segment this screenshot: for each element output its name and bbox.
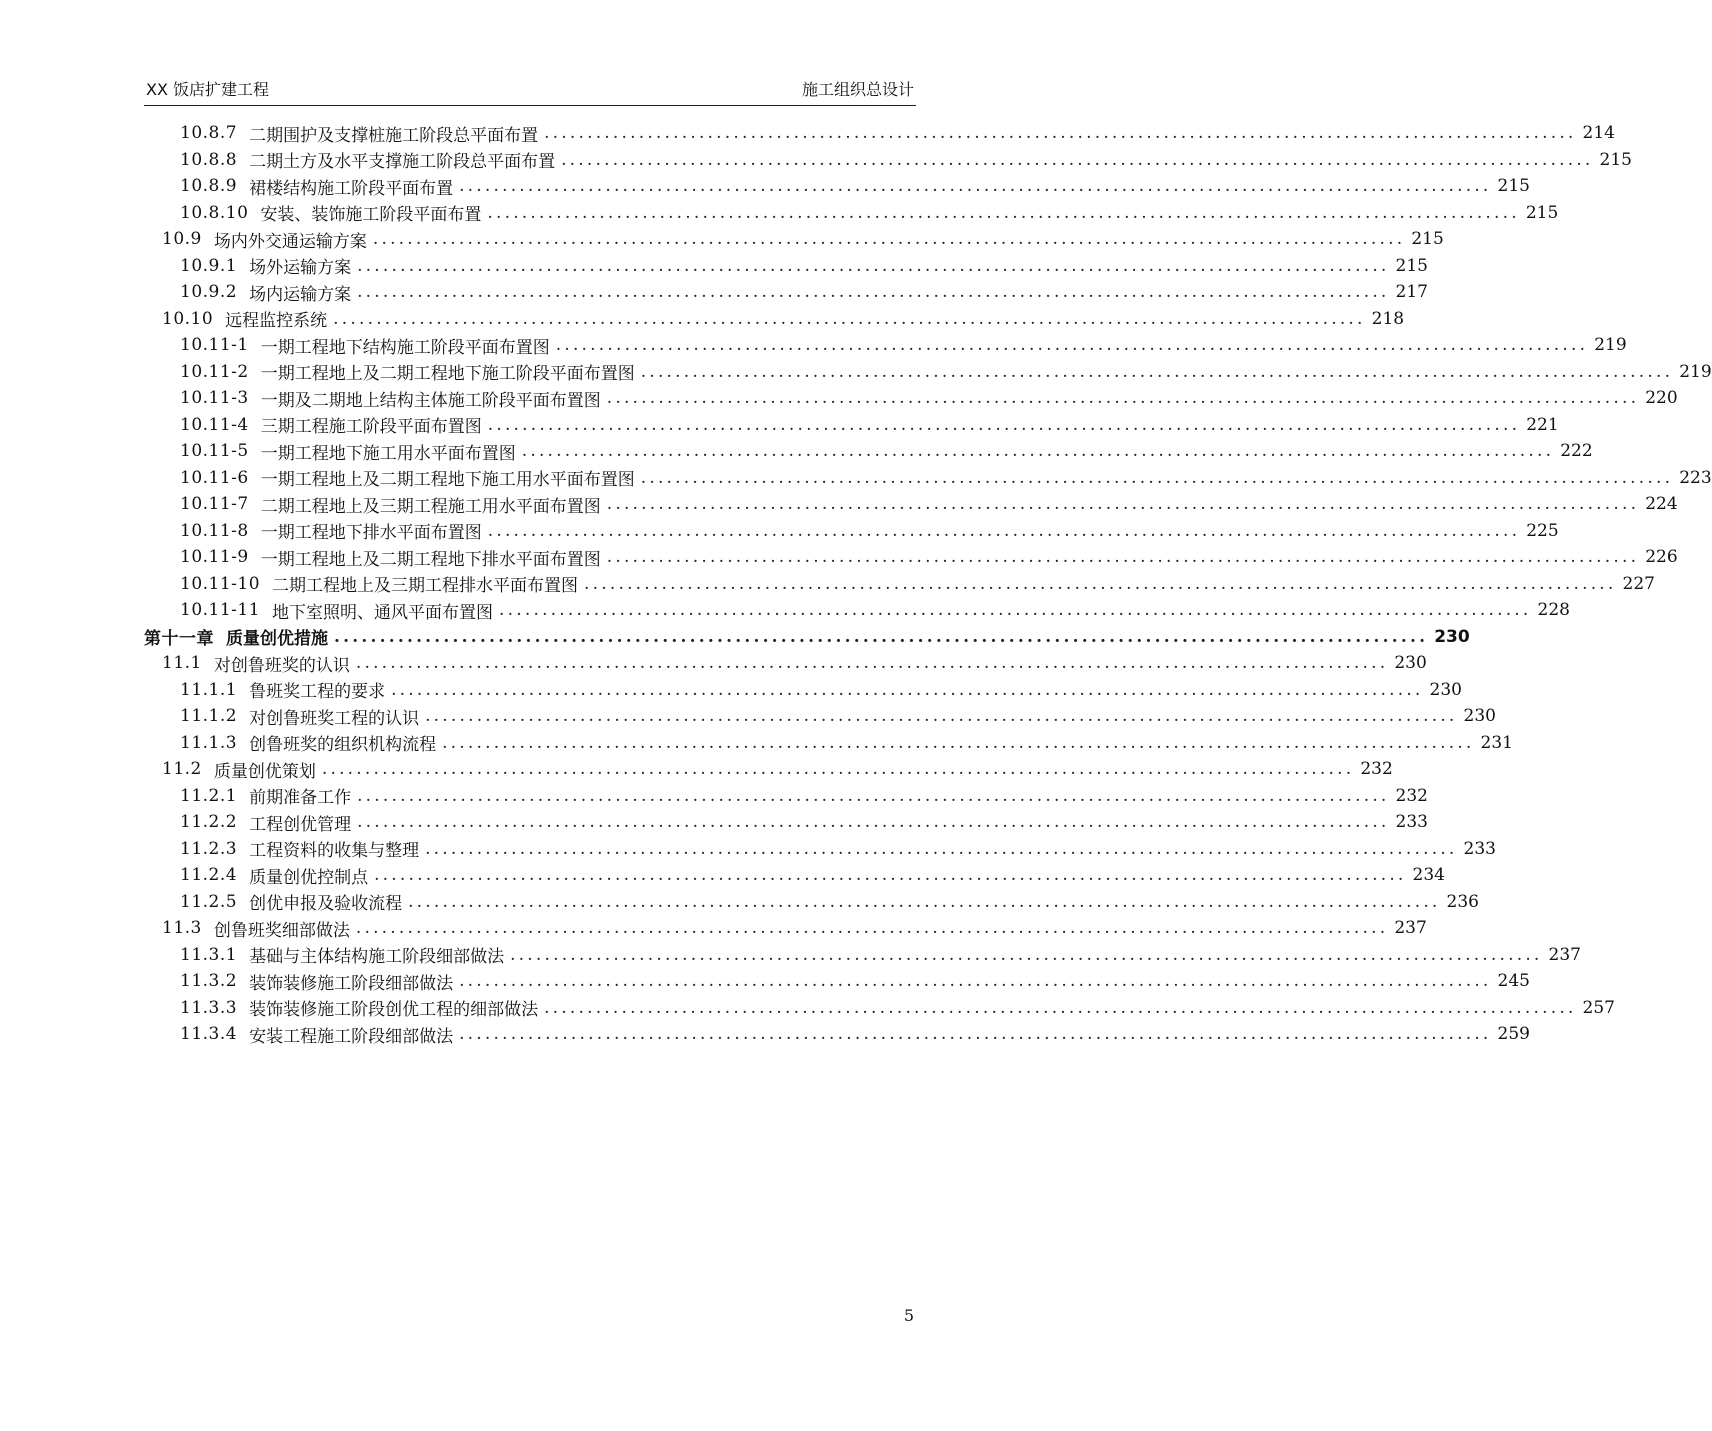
toc-dot-leader: ........................................................................................................................ [408, 891, 1441, 912]
toc-entry-page: 219 [1594, 335, 1627, 356]
toc-dot-leader: ........................................................................................................................ [442, 732, 1475, 753]
toc-entry-page: 237 [1548, 944, 1581, 965]
toc-entry-number: 10.11-11 [180, 600, 261, 621]
toc-entry-page: 215 [1395, 255, 1428, 276]
toc-entry[interactable] [144, 809, 1428, 836]
toc-dot-leader: ........................................................................................................................ [544, 997, 1577, 1018]
toc-entry-title: 一期及二期地上结构主体施工阶段平面布置图 [260, 390, 601, 411]
toc-entry-number: 10.9 [162, 229, 202, 250]
toc-entry-number: 11.3.3 [180, 997, 238, 1018]
toc-entry-title: 三期工程施工阶段平面布置图 [260, 417, 482, 438]
toc-entry-number: 11.1 [162, 653, 202, 674]
toc-entry-title: 装饰装修施工阶段创优工程的细部做法 [249, 1000, 539, 1021]
toc-entry-title: 二期工程地上及三期工程施工用水平面布置图 [260, 496, 601, 517]
toc-entry-number: 10.8.8 [180, 149, 238, 170]
toc-entry[interactable] [144, 942, 1581, 969]
toc-entry[interactable] [144, 226, 1444, 253]
toc-entry-page: 234 [1412, 865, 1445, 886]
toc-dot-leader: ........................................................................................................................ [357, 255, 1390, 276]
toc-entry-title: 一期工程地上及二期工程地下施工用水平面布置图 [260, 470, 635, 491]
toc-entry-title: 一期工程地下施工用水平面布置图 [260, 443, 516, 464]
toc-entry[interactable] [144, 279, 1428, 306]
toc-dot-leader: ........................................................................................................................ [355, 653, 1389, 674]
toc-entry-number: 11.1.2 [180, 706, 238, 727]
page-number: 5 [903, 1306, 914, 1325]
toc-entry-title: 安装工程施工阶段细部做法 [249, 1026, 454, 1047]
toc-entry-number: 10.11-9 [180, 547, 249, 568]
toc-entry-number: 10.9.1 [180, 255, 238, 276]
toc-entry[interactable] [144, 889, 1479, 916]
header-project-title: XX 饭店扩建工程 [146, 80, 270, 99]
toc-entry[interactable] [144, 703, 1496, 730]
toc-entry-title: 二期围护及支撑桩施工阶段总平面布置 [249, 125, 539, 146]
toc-entry[interactable] [144, 385, 1678, 412]
toc-entry-number: 11.2.4 [180, 865, 238, 886]
toc-entry-page: 215 [1497, 176, 1530, 197]
toc-dot-leader: ........................................................................................................................ [487, 202, 1520, 223]
toc-entry-title: 二期土方及水平支撑施工阶段总平面布置 [249, 152, 556, 173]
toc-entry-number: 10.8.9 [180, 176, 238, 197]
toc-entry[interactable] [144, 862, 1445, 889]
toc-entry[interactable] [144, 571, 1655, 598]
toc-entry-number: 11.2.1 [180, 785, 238, 806]
toc-entry-page: 230 [1463, 706, 1496, 727]
toc-entry-page: 227 [1622, 573, 1655, 594]
toc-entry[interactable] [144, 995, 1615, 1022]
toc-dot-leader: ........................................................................................................................ [640, 361, 1674, 382]
toc-entry[interactable] [144, 783, 1428, 810]
toc-entry-number: 10.11-6 [180, 467, 249, 488]
toc-entry-number: 11.1.3 [180, 732, 238, 753]
toc-dot-leader: ........................................................................................................................ [544, 123, 1577, 144]
toc-entry[interactable] [144, 173, 1530, 200]
toc-entry[interactable] [144, 730, 1513, 757]
toc-entry-page: 237 [1394, 918, 1427, 939]
toc-entry-title: 对创鲁班奖工程的认识 [249, 708, 420, 729]
toc-entry-page: 215 [1411, 229, 1444, 250]
toc-dot-leader: ........................................................................................................................ [334, 626, 1429, 647]
toc-dot-leader: ........................................................................................................................ [584, 573, 1617, 594]
toc-entry[interactable] [144, 253, 1428, 280]
toc-entry-page: 232 [1360, 759, 1393, 780]
toc-entry-title: 装饰装修施工阶段细部做法 [249, 973, 454, 994]
toc-entry-number: 11.2.2 [180, 812, 238, 833]
toc-entry-page: 233 [1395, 812, 1428, 833]
toc-entry-title: 安装、装饰施工阶段平面布置 [260, 205, 482, 226]
toc-entry-page: 220 [1645, 388, 1678, 409]
toc-entry[interactable] [144, 412, 1559, 439]
toc-entry[interactable] [144, 306, 1405, 333]
toc-dot-leader: ........................................................................................................................ [521, 441, 1555, 462]
page-header [146, 72, 914, 100]
toc-entry-number: 11.3.1 [180, 944, 238, 965]
toc-entry-number: 11.1.1 [180, 679, 238, 700]
toc-entry-number: 11.2.5 [180, 891, 238, 912]
toc-dot-leader: ........................................................................................................................ [391, 679, 1424, 700]
toc-entry[interactable] [144, 491, 1678, 518]
toc-entry-number: 10.11-4 [180, 414, 249, 435]
toc-entry[interactable] [144, 120, 1615, 147]
toc-entry-number: 10.9.2 [180, 282, 238, 303]
toc-entry-page: 214 [1582, 123, 1615, 144]
toc-dot-leader: ........................................................................................................................ [355, 918, 1389, 939]
toc-entry-page: 230 [1394, 653, 1427, 674]
toc-dot-leader: ........................................................................................................................ [561, 149, 1594, 170]
toc-entry-page: 230 [1434, 626, 1470, 647]
toc-entry-number: 11.3 [162, 918, 202, 939]
table-of-contents [144, 120, 1712, 1048]
toc-dot-leader: ........................................................................................................................ [499, 600, 1532, 621]
toc-dot-leader: ........................................................................................................................ [321, 759, 1355, 780]
toc-entry-title: 工程资料的收集与整理 [249, 841, 420, 862]
toc-entry-title: 创优申报及验收流程 [249, 894, 403, 915]
toc-entry-title: 质量创优措施 [226, 629, 328, 650]
toc-dot-leader: ........................................................................................................................ [372, 229, 1406, 250]
toc-entry-page: 236 [1446, 891, 1479, 912]
toc-entry[interactable] [144, 677, 1462, 704]
toc-entry-title: 前期准备工作 [249, 788, 352, 809]
toc-entry-title: 一期工程地下结构施工阶段平面布置图 [260, 337, 550, 358]
toc-entry-title: 鲁班奖工程的要求 [249, 682, 386, 703]
toc-entry-number: 11.2 [162, 759, 202, 780]
toc-entry-page: 230 [1429, 679, 1462, 700]
toc-entry-title: 场外运输方案 [249, 258, 352, 279]
toc-entry-title: 创鲁班奖细部做法 [213, 920, 350, 941]
toc-entry-page: 259 [1497, 1024, 1530, 1045]
toc-dot-leader: ........................................................................................................................ [459, 176, 1492, 197]
toc-entry[interactable] [144, 438, 1593, 465]
toc-entry-page: 225 [1526, 520, 1559, 541]
toc-entry-title: 一期工程地上及二期工程地下排水平面布置图 [260, 549, 601, 570]
toc-entry-page: 219 [1679, 361, 1712, 382]
toc-dot-leader: ........................................................................................................................ [374, 865, 1407, 886]
toc-entry-page: 245 [1497, 971, 1530, 992]
toc-dot-leader: ........................................................................................................................ [606, 388, 1640, 409]
toc-dot-leader: ........................................................................................................................ [459, 1024, 1492, 1045]
toc-entry[interactable] [144, 200, 1559, 227]
toc-entry[interactable] [144, 359, 1712, 386]
toc-entry[interactable] [144, 597, 1570, 624]
toc-entry-page: 215 [1599, 149, 1632, 170]
toc-dot-leader: ........................................................................................................................ [459, 971, 1492, 992]
toc-entry-title: 二期工程地上及三期工程排水平面布置图 [272, 576, 579, 597]
toc-entry-title: 场内外交通运输方案 [213, 231, 367, 252]
toc-entry-number: 10.8.7 [180, 123, 238, 144]
toc-entry-page: 257 [1582, 997, 1615, 1018]
header-rule [144, 105, 916, 106]
toc-entry-page: 215 [1525, 202, 1559, 223]
toc-entry-page: 226 [1645, 547, 1678, 568]
toc-chapter-entry[interactable] [144, 624, 1470, 651]
toc-entry-page: 223 [1679, 467, 1712, 488]
toc-entry-number: 10.11-1 [180, 335, 249, 356]
toc-entry-number: 10.11-5 [180, 441, 249, 462]
toc-entry-title: 基础与主体结构施工阶段细部做法 [249, 947, 505, 968]
toc-entry-number: 11.2.3 [180, 838, 238, 859]
toc-dot-leader: ........................................................................................................................ [606, 494, 1640, 515]
toc-dot-leader: ........................................................................................................................ [555, 335, 1589, 356]
toc-dot-leader: ........................................................................................................................ [487, 520, 1521, 541]
toc-entry[interactable] [144, 915, 1427, 942]
toc-entry-number: 10.10 [162, 308, 214, 329]
toc-dot-leader: ........................................................................................................................ [425, 838, 1458, 859]
toc-entry-title: 工程创优管理 [249, 814, 352, 835]
toc-entry-title: 地下室照明、通风平面布置图 [272, 602, 494, 623]
toc-entry-title: 对创鲁班奖的认识 [213, 655, 350, 676]
toc-entry-number: 10.11-7 [180, 494, 249, 515]
toc-entry-number: 10.8.10 [180, 202, 249, 223]
toc-entry-page: 217 [1395, 282, 1428, 303]
toc-entry[interactable] [144, 147, 1632, 174]
toc-dot-leader: ........................................................................................................................ [425, 706, 1458, 727]
toc-dot-leader: ........................................................................................................................ [357, 812, 1390, 833]
toc-entry[interactable] [144, 836, 1496, 863]
toc-dot-leader: ........................................................................................................................ [606, 547, 1640, 568]
toc-entry-title: 一期工程地下排水平面布置图 [260, 523, 482, 544]
toc-dot-leader: ........................................................................................................................ [333, 308, 1366, 329]
toc-dot-leader: ........................................................................................................................ [640, 467, 1674, 488]
toc-entry-number: 11.3.4 [180, 1024, 238, 1045]
toc-entry[interactable] [144, 544, 1678, 571]
header-document-title: 施工组织总设计 [801, 80, 914, 99]
toc-entry[interactable] [144, 465, 1712, 492]
toc-entry-number: 10.11-10 [180, 573, 261, 594]
toc-entry-title: 创鲁班奖的组织机构流程 [249, 735, 437, 756]
toc-entry-page: 218 [1371, 308, 1405, 329]
toc-entry-title: 场内运输方案 [249, 284, 352, 305]
toc-entry[interactable] [144, 968, 1530, 995]
toc-entry-title: 远程监控系统 [225, 311, 328, 332]
toc-entry-number: 第十一章 [144, 629, 214, 650]
toc-entry-title: 质量创优控制点 [249, 867, 369, 888]
toc-entry-page: 233 [1463, 838, 1496, 859]
toc-entry[interactable] [144, 332, 1627, 359]
toc-entry-page: 222 [1560, 441, 1593, 462]
toc-entry-page: 232 [1395, 785, 1428, 806]
toc-entry-page: 231 [1480, 732, 1513, 753]
toc-entry-number: 10.11-8 [180, 520, 249, 541]
toc-dot-leader: ........................................................................................................................ [357, 282, 1390, 303]
toc-dot-leader: ........................................................................................................................ [510, 944, 1543, 965]
toc-dot-leader: ........................................................................................................................ [357, 785, 1390, 806]
toc-entry[interactable] [144, 518, 1559, 545]
toc-entry-number: 11.3.2 [180, 971, 238, 992]
toc-entry-number: 10.11-3 [180, 388, 249, 409]
toc-entry-title: 质量创优策划 [213, 761, 316, 782]
toc-entry-page: 221 [1526, 414, 1559, 435]
toc-dot-leader: ........................................................................................................................ [487, 414, 1521, 435]
toc-entry[interactable] [144, 756, 1393, 783]
toc-entry-title: 裙楼结构施工阶段平面布置 [249, 178, 454, 199]
toc-entry[interactable] [144, 650, 1427, 677]
toc-entry-number: 10.11-2 [180, 361, 249, 382]
toc-entry-page: 224 [1645, 494, 1678, 515]
toc-entry-page: 228 [1537, 600, 1570, 621]
toc-entry-title: 一期工程地上及二期工程地下施工阶段平面布置图 [260, 364, 635, 385]
toc-entry[interactable] [144, 1021, 1530, 1048]
